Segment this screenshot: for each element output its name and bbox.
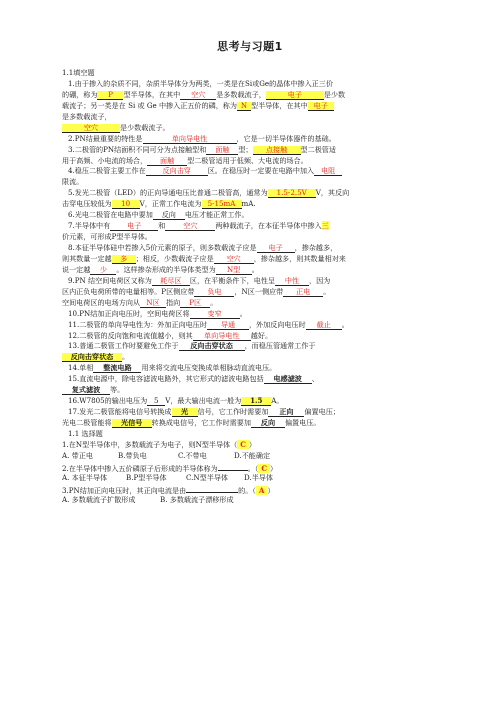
answer-blank bbox=[186, 484, 238, 493]
choice-options-2: A. 本征半导体 B.P型半导体 C.N型半导体 D.半导体 bbox=[62, 472, 273, 482]
answer-blank: 电子 bbox=[110, 222, 158, 231]
answer-blank: 电感滤波 bbox=[264, 375, 312, 384]
answer-blank: 空穴 bbox=[214, 255, 254, 264]
answer-blank: 电子 bbox=[257, 244, 295, 253]
answer-blank: 电子 bbox=[308, 102, 334, 111]
answer-blank: 正电 bbox=[283, 288, 323, 297]
answer-blank: 面触 bbox=[206, 146, 238, 155]
question-6: 6.光电二极管在电路中要加 反向 电压才能正常工作。 bbox=[68, 210, 249, 220]
question-1: 1.由于掺入的杂质不同，杂质半导体分为两类，一类是在Si或Ge的晶体中掺入正三价 bbox=[68, 78, 333, 88]
answer-blank: 耗尽区 bbox=[152, 277, 190, 286]
question-9: 9.PN 结空间电荷区又称为 耗尽区 区，在平衡条件下，电性呈 中性 ，因为 bbox=[68, 275, 331, 285]
answer-blank: 复式滤波 bbox=[62, 386, 110, 395]
answer-blank: 10 bbox=[112, 200, 140, 209]
answer-blank: 电子 bbox=[266, 91, 324, 100]
question-11: 11.二极管的单向导电性为：外加正向电压时 导通 ，外加反向电压时 截止 。 bbox=[68, 319, 349, 329]
answer-blank: 5 bbox=[147, 397, 165, 406]
choice-options-1: A. 带正电 B.带负电 C.不带电 D.不能确定 bbox=[62, 450, 271, 460]
choice-question-1: 1.在N型半导体中，多数载流子为电子，则N型半导体（ C ） bbox=[62, 439, 256, 449]
question-5: 5.发光二极管（LED）的正向导通电压比普通二极管高，通常为 1.5-2.5V V，其反向 bbox=[68, 188, 350, 198]
section-heading-choice: 1.1 选择题 bbox=[68, 428, 103, 438]
answer-inline: 三 bbox=[321, 221, 329, 231]
choice-question-2: 2.在半导体中掺入五价磷原子后形成的半导体称为 。（ C ） bbox=[62, 463, 278, 473]
question-10: 10.PN结加正向电压时，空间电荷区将 变窄 。 bbox=[68, 308, 247, 318]
question-17: 17.发光二极管能将电信号转换成 光 信号，它工作时需要加 正向 偏置电压； bbox=[68, 407, 340, 417]
answer-blank: P区 bbox=[180, 299, 210, 308]
question-7: 7.半导体中有 电子 和 空穴 两种载流子，在本征半导体中掺入三 bbox=[68, 221, 329, 231]
answer-blank: 单向导电性 bbox=[193, 332, 251, 341]
page-title: 思考与习题1 bbox=[217, 40, 283, 53]
choice-options-3: A. 多数载流子扩散形成 B. 多数载流子漂移形成 bbox=[62, 494, 234, 504]
question-16: 16.W7805的输出电压为 5 V，最大输出电流一般为 1.5 A。 bbox=[68, 396, 284, 406]
answer-blank: 多 bbox=[112, 255, 136, 264]
answer-blank: 反向 bbox=[153, 211, 185, 220]
question-12: 12.二极管的反向饱和电流值越小，则其 单向导电性 越好。 bbox=[68, 330, 273, 340]
question-3: 3.二极管的PN结面积不同可分为点接触型和 面触 型； 点接触 型二极管适 bbox=[68, 144, 336, 154]
answer-blank: 空穴 bbox=[180, 91, 216, 100]
answer-blank: 导通 bbox=[207, 321, 249, 330]
question-4: 4.稳压二极管主要工作在 反向击穿 区。在稳压时一定要在电路中加入 电阻 bbox=[62, 166, 442, 177]
answer-blank: 少 bbox=[90, 266, 116, 275]
answer-blank: 光信号 bbox=[112, 419, 152, 428]
answer-blank: 空穴 bbox=[62, 124, 120, 133]
question-15: 15.直流电源中，除电容滤波电路外，其它形式的滤波电路包括 电感滤波 、 bbox=[68, 374, 319, 384]
answer-blank: 反向击穿状态 bbox=[179, 342, 245, 351]
answer-blank: N型 bbox=[216, 266, 252, 275]
answer-blank: 电阻 bbox=[314, 167, 342, 176]
document-body: 1.1填空题 1.由于掺入的杂质不同，杂质半导体分为两类，一类是在Si或Ge的晶体中掺入正三价 的硼，称为 P 型半导体，在其中 空穴 是多数载流子， 电子 是少数 载流子；另一类是在 Si 或 Ge 中掺入正五价的磷，称为 N 型半导体，在其中 电子 是多数载流子， 空穴 是少数载流子。 2.PN结最重要的特性是 单向导电性 ，它是一切半导体器件的基础。 3.二极管的PN结面积不同可分为点接触型和 面触 型； 点接触 型二极管适 用于高频、小电流的场合， 面触 型二极管适用于低频、大电流的场合。 4.稳压二极管主要工作在 反向击穿 区。在稳压时一定要在电路中加入 电阻 限流。 5.发光二极管（LED）的正向导通电压比普通二极管高，通常为 1.5-2.5V V，其反向 击穿电压较低为 10 V，正常工作电流为 5-15mA mA. 6.光电二极管在电路中要加 反向 电压才能正常工作。 7.半导体中有 电子 和 空穴 两种载流子，在本征半导体中掺入三 价元素，可形成P型半导体。 8.本征半导体硅中若掺入5价元素的原子，则多数载流子应是 电子 ，掺杂越多， 则其数量一定越 多 ；相反，少数载流子应是 空穴 ，掺杂越多，则其数量相对来 说一定越 少 。这样掺杂形成的半导体类型为 N型 。 9.PN 结空间电荷区又称为 耗尽区 区，在平衡条件下，电性呈 中性 ，因为 区内正负电荷所带的电量相等。P区侧应带 负电 ，N区一侧应带 正电 。 空间电荷区的电场方向从 N区 指向 P区 。 10.PN结加正向电压时，空间电荷区将 变窄 。 11.二极管的单向导电性为：外加正向电压时 导通 ，外加反向电压时 截止 。 12.二极管的反向饱和电流值越小，则其 单向导电性 越好。 13.普通二极管工作时要避免工作于 反向击穿状态 ，而稳压管通常工作于 反向击穿状态 。 14.单相 整流电路 用来将交流电压变换成单相脉动直流电压。 15.直流电源中，除电容滤波电路外，其它形式的滤波电路包括 电感滤波 、 复式滤波 等。 16.W7805的输出电压为 5 V，最大输出电流一般为 1.5 A。 17.发光二极管能将电信号转换成 光 信号，它工作时需要加 正向 偏置电压； 光电二极管能将 光信号 转换成电信号，它工作时需要加 反向 偏置电压。 1.1 选择题 1.在N型半导体中，多数载流子为电子，则N型半导体（ C ） A. 带正电 B.带负电 C.不带电 D.不能确定 2.在半导体中掺入五价磷原子后形成的半导体称为 。（ C ） A. 本征半导体 B.P型半导体 C.N型半导体 D.半导体 3.PN结加正向电压时，其正向电流是由 的。（ A ） A. 多数载流子扩散形成 B. 多数载流子漂移形成 bbox=[62, 68, 442, 506]
choice-question-3: 3.PN结加正向电压时，其正向电流是由 的。（ A ） bbox=[62, 485, 275, 495]
answer-blank: N区 bbox=[140, 299, 166, 308]
answer-blank: 反向击穿状态 bbox=[62, 353, 122, 362]
question-13: 13.普通二极管工作时要避免工作于 反向击穿状态 ，而稳压管通常工作于 bbox=[68, 341, 316, 351]
question-8: 8.本征半导体硅中若掺入5价元素的原子，则多数载流子应是 电子 ，掺杂越多， bbox=[68, 243, 338, 252]
answer-blank: 负电 bbox=[194, 288, 234, 297]
answer-choice: C bbox=[237, 440, 249, 449]
answer-blank: 中性 bbox=[275, 277, 309, 286]
answer-blank: 1.5 bbox=[241, 397, 271, 406]
section-heading-fill: 1.1填空题 bbox=[62, 68, 95, 77]
answer-blank: 反向 bbox=[251, 419, 285, 428]
question-14: 14.单相 整流电路 用来将交流电压变换成单相脉动直流电压。 bbox=[68, 363, 277, 373]
answer-blank: 面触 bbox=[147, 157, 187, 166]
answer-blank: 截止 bbox=[306, 321, 342, 330]
answer-blank: P bbox=[97, 91, 123, 100]
answer-choice: C bbox=[258, 464, 270, 473]
answer-blank: 单向导电性 bbox=[143, 135, 237, 144]
answer-blank: 整流电路 bbox=[93, 364, 141, 373]
answer-blank: 空穴 bbox=[165, 222, 215, 231]
answer-choice: A bbox=[256, 486, 268, 495]
answer-blank: 反向击穿 bbox=[146, 167, 208, 176]
question-2: 2.PN结最重要的特性是 单向导电性 ，它是一切半导体器件的基础。 bbox=[68, 133, 336, 143]
answer-blank: 变窄 bbox=[190, 310, 240, 319]
answer-blank: 正向 bbox=[268, 408, 304, 417]
answer-blank: 点接触 bbox=[253, 146, 301, 155]
answer-blank: 1.5-2.5V bbox=[268, 189, 316, 198]
answer-blank bbox=[218, 462, 248, 471]
answer-blank: 5-15mA bbox=[202, 200, 242, 209]
answer-blank: N bbox=[237, 102, 251, 111]
answer-blank: 光 bbox=[172, 408, 198, 417]
